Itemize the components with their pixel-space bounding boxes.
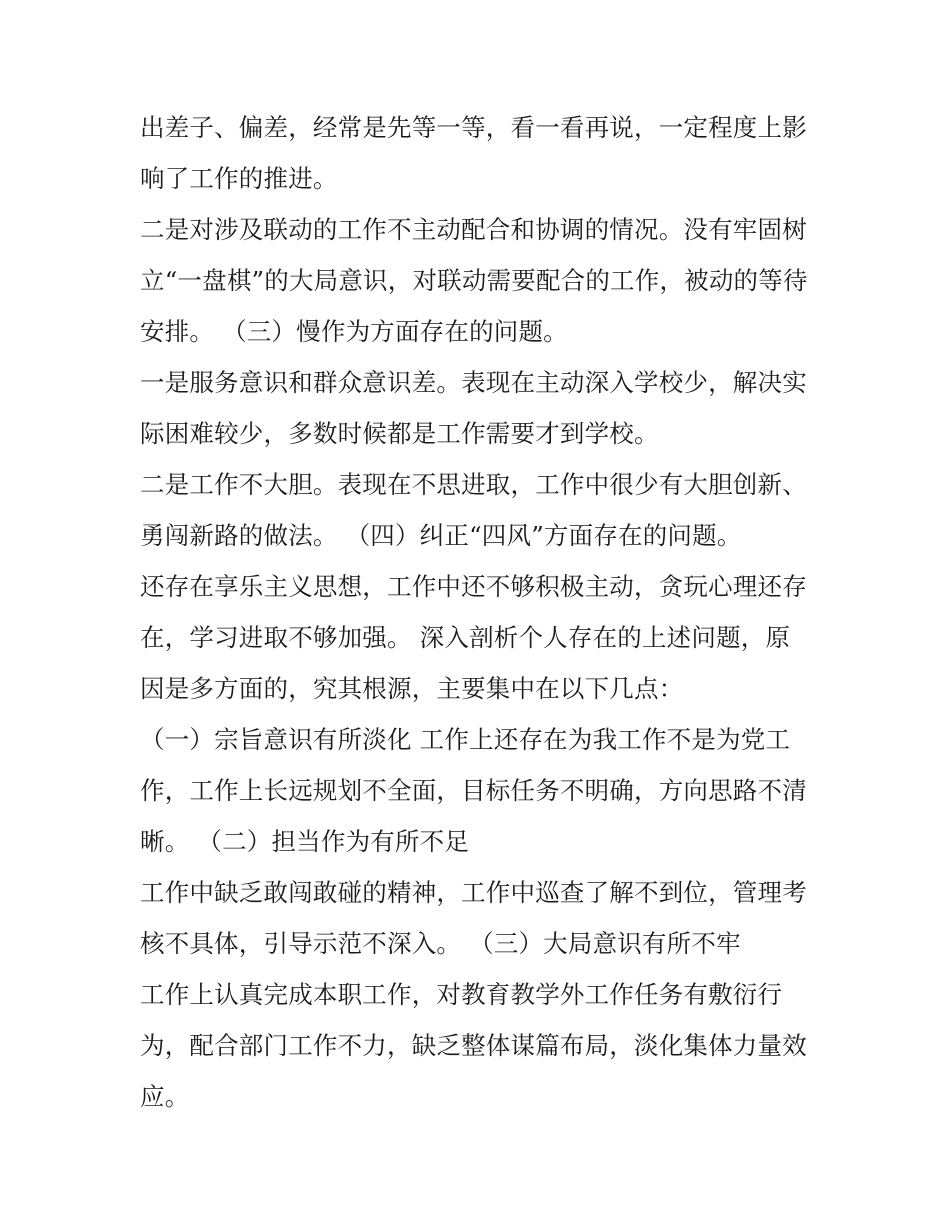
- text-line: 核不具体，引导示范不深入。 （三）大局意识有所不牢: [140, 929, 741, 958]
- text-line: 工作中缺乏敢闯敢碰的精神，工作中巡查了解不到位，管理考: [140, 878, 807, 907]
- text-line: 应。: [140, 1082, 190, 1111]
- text-line: 响了工作的推进。: [140, 164, 338, 193]
- text-line: 安排。 （三）慢作为方面存在的问题。: [140, 317, 568, 346]
- text-line: 还存在享乐主义思想，工作中还不够积极主动，贪玩心理还存: [140, 572, 807, 601]
- text-line: 因是多方面的，究其根源，主要集中在以下几点：: [140, 674, 684, 703]
- text-line: 为，配合部门工作不力，缺乏整体谋篇布局，淡化集体力量效: [140, 1031, 807, 1060]
- text-line: 工作上认真完成本职工作，对教育教学外工作任务有敷衍行: [140, 980, 783, 1009]
- text-line: 勇闯新路的做法。 （四）纠正“四风”方面存在的问题。: [140, 521, 742, 550]
- text-line: 立“一盘棋”的大局意识，对联动需要配合的工作，被动的等待: [140, 266, 808, 295]
- text-line: 际困难较少，多数时候都是工作需要才到学校。: [140, 419, 659, 448]
- text-line: 晰。 （二）担当作为有所不足: [140, 827, 470, 856]
- text-line: 二是对涉及联动的工作不主动配合和协调的情况。没有牢固树: [140, 215, 807, 244]
- text-line: 在，学习进取不够加强。 深入剖析个人存在的上述问题，原: [140, 623, 791, 652]
- text-line: 出差子、偏差，经常是先等一等，看一看再说，一定程度上影: [140, 113, 807, 142]
- text-line: 作，工作上长远规划不全面，目标任务不明确，方向思路不清: [140, 776, 807, 805]
- text-line: 一是服务意识和群众意识差。表现在主动深入学校少，解决实: [140, 368, 807, 397]
- text-line: （一）宗旨意识有所淡化 工作上还存在为我工作不是为党工: [140, 725, 791, 754]
- text-line: 二是工作不大胆。表现在不思进取，工作中很少有大胆创新、: [140, 470, 807, 499]
